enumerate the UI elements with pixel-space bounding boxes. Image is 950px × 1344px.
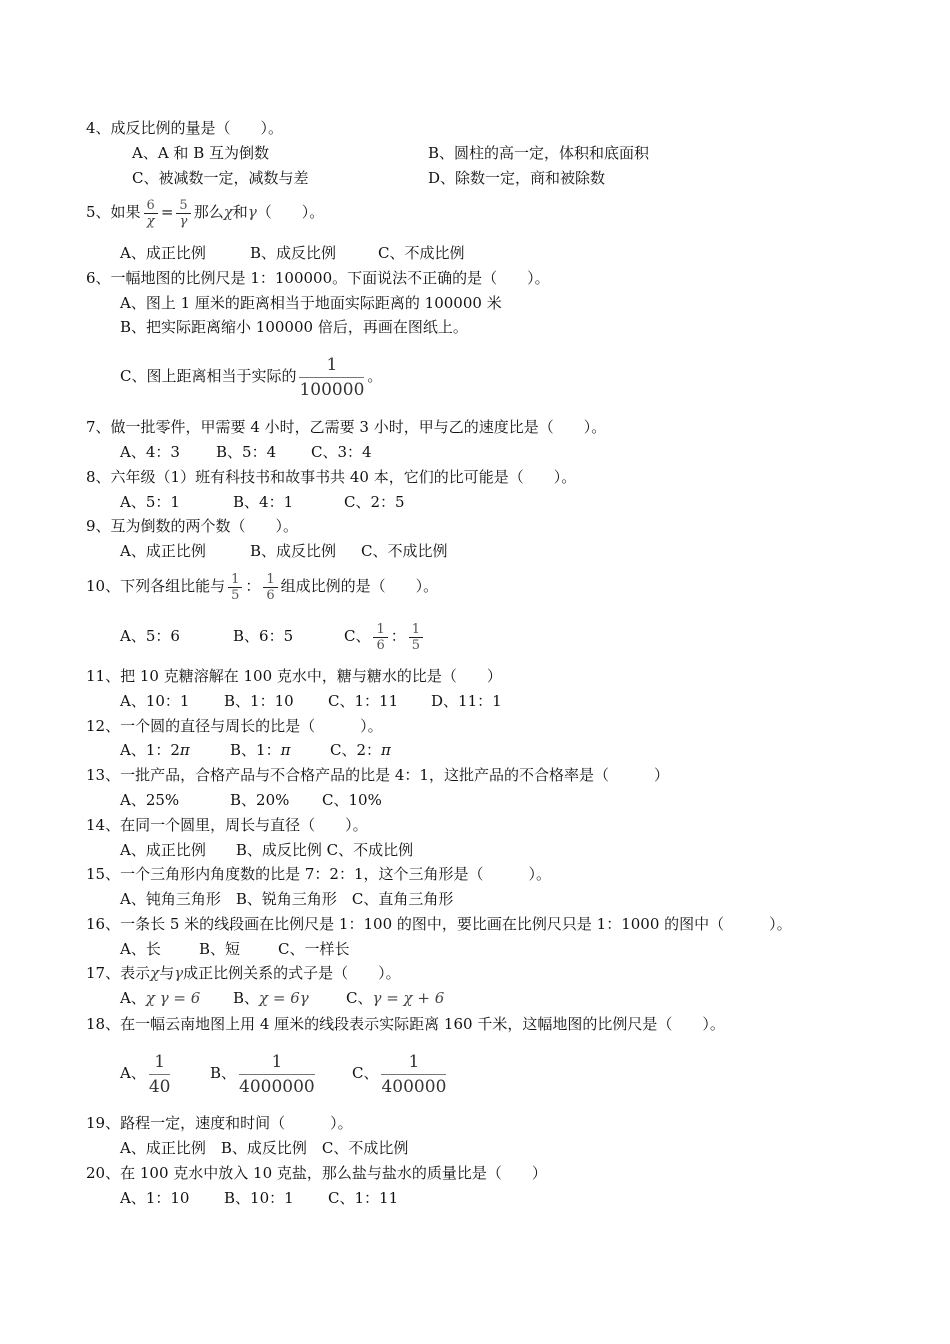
- q18-a-num: 1: [149, 1050, 171, 1075]
- q6-stem: 6、一幅地图的比例尺是 1：100000。下面说法不正确的是（ ）。: [86, 269, 550, 287]
- q11-stem: 11、把 10 克糖溶解在 100 克水中，糖与糖水的比是（ ）: [86, 667, 502, 685]
- q7-option-c: C、3：4: [311, 443, 372, 461]
- q5-option-b: B、成反比例: [250, 244, 337, 262]
- q14-stem: 14、在同一个圆里，周长与直径（ ）。: [86, 816, 368, 834]
- q9-stem: 9、互为倒数的两个数（ ）。: [86, 517, 299, 535]
- q6-c-den: 100000: [299, 379, 365, 400]
- q17-y: γ: [174, 964, 184, 982]
- q5-x: χ: [223, 203, 233, 221]
- q10-option-b: B、6：5: [233, 627, 294, 645]
- q14-options: A、成正比例 B、成反比例 C、不成比例: [120, 841, 414, 859]
- q18-option-b: [210, 1046, 318, 1100]
- q17-option-c: [346, 988, 444, 1008]
- q18-c-label: C、: [352, 1064, 379, 1082]
- q12-b-pre: B、1：: [230, 741, 281, 759]
- q5-fraction-1: [144, 198, 158, 229]
- q10-post: 组成比例的是（ ）。: [280, 577, 439, 595]
- q17-pre: 17、表示: [86, 964, 151, 982]
- q4-option-a: A、A 和 B 互为倒数: [132, 144, 269, 162]
- q19-options: A、成正比例 B、成反比例 C、不成比例: [120, 1139, 409, 1157]
- q10-option-c: [344, 616, 426, 656]
- q16-stem: 16、一条长 5 米的线段画在比例尺是 1：100 的图中，要比画在比例尺只是 1：1000 的图中（ ）。: [86, 915, 792, 933]
- q12-c-pi: π: [381, 741, 391, 759]
- q10-c-f1-num: 1: [373, 622, 387, 638]
- q10-c-f2-num: 1: [409, 622, 423, 638]
- q6-c-num: 1: [299, 353, 364, 378]
- q17-x: χ: [150, 964, 160, 982]
- q16-option-c: C、一样长: [278, 940, 350, 958]
- q17-post: 成正比例关系的式子是（ ）。: [183, 964, 401, 982]
- q17-a-expr: χ γ = 6: [145, 989, 201, 1007]
- q10-pre: 10、下列各组比能与: [86, 577, 226, 595]
- q6-option-a: A、图上 1 厘米的距离相当于地面实际距离的 100000 米: [120, 294, 502, 312]
- q7-option-a: A、4：3: [120, 443, 180, 461]
- q5-f1-num: 6: [144, 198, 158, 214]
- q13-option-b: B、20%: [230, 791, 290, 809]
- q5-eq: =: [160, 203, 174, 221]
- q6-c-fraction: [299, 353, 364, 402]
- q5-mid1: 那么: [193, 203, 224, 221]
- q18-b-num: 1: [239, 1050, 315, 1075]
- q5-stem: [86, 194, 324, 230]
- q5-fraction-2: [176, 198, 190, 229]
- q20-option-c: C、1：11: [328, 1189, 399, 1207]
- q4-stem: 4、成反比例的量是（ ）。: [86, 119, 284, 137]
- q6-option-b: B、把实际距离缩小 100000 倍后，再画在图纸上。: [120, 318, 468, 336]
- q15-options: A、钝角三角形 B、锐角三角形 C、直角三角形: [120, 890, 454, 908]
- q10-c-pre: C、: [344, 627, 371, 645]
- q10-f1-den: 5: [231, 587, 240, 603]
- q13-option-c: C、10%: [322, 791, 382, 809]
- q8-stem: 8、六年级（1）班有科技书和故事书共 40 本，它们的比可能是（ ）。: [86, 468, 577, 486]
- q17-a-label: A、: [120, 989, 146, 1007]
- q11-option-c: C、1：11: [328, 692, 399, 710]
- q10-fraction-1: [228, 572, 242, 603]
- q5-option-c: C、不成比例: [378, 244, 465, 262]
- q17-b-label: B、: [233, 989, 260, 1007]
- q12-option-a: [120, 740, 190, 760]
- q7-stem: 7、做一批零件，甲需要 4 小时，乙需要 3 小时，甲与乙的速度比是（ ）。: [86, 418, 607, 436]
- q10-fraction-2: [263, 572, 277, 603]
- q12-b-pi: π: [280, 741, 291, 759]
- q18-a-den: 40: [148, 1076, 171, 1097]
- q18-b-fraction: [239, 1050, 315, 1099]
- q18-b-label: B、: [210, 1064, 237, 1082]
- q8-option-c: C、2：5: [344, 493, 405, 511]
- q10-c-f2-den: 5: [411, 637, 421, 653]
- q6-c-post: 。: [367, 367, 383, 385]
- q20-option-a: A、1：10: [120, 1189, 190, 1207]
- q18-option-a: [120, 1046, 173, 1100]
- q18-c-fraction: [381, 1050, 446, 1099]
- q20-option-b: B、10：1: [224, 1189, 294, 1207]
- q17-stem: [86, 963, 401, 983]
- q10-f2-num: 1: [263, 572, 277, 588]
- q5-option-a: A、成正比例: [120, 244, 206, 262]
- q17-mid: 与: [159, 964, 175, 982]
- q9-option-c: C、不成比例: [361, 542, 448, 560]
- q8-option-b: B、4：1: [233, 493, 294, 511]
- q17-b-expr: χ = 6γ: [259, 989, 309, 1007]
- q12-c-pre: C、2：: [330, 741, 382, 759]
- q16-option-b: B、短: [199, 940, 241, 958]
- q17-c-expr: γ = χ + 6: [372, 989, 445, 1007]
- q10-colon: ：: [245, 577, 261, 595]
- q12-option-b: [230, 740, 290, 760]
- q18-option-c: [352, 1046, 449, 1100]
- q10-f1-num: 1: [228, 572, 242, 588]
- q17-option-a: [120, 988, 200, 1008]
- q18-a-fraction: [149, 1050, 171, 1099]
- q10-c-colon: ：: [390, 627, 406, 645]
- q5-mid2: 和: [232, 203, 248, 221]
- q11-option-d: D、11：1: [431, 692, 502, 710]
- q10-c-fraction-1: [373, 622, 387, 653]
- q12-stem: 12、一个圆的直径与周长的比是（ ）。: [86, 717, 383, 735]
- q13-option-a: A、25%: [120, 791, 180, 809]
- q17-c-label: C、: [346, 989, 373, 1007]
- q5-post: （ ）。: [256, 203, 325, 221]
- q11-option-a: A、10：1: [120, 692, 190, 710]
- q4-option-c: C、被减数一定，减数与差: [132, 169, 309, 187]
- q17-option-b: [233, 988, 309, 1008]
- q9-option-b: B、成反比例: [250, 542, 337, 560]
- q18-a-label: A、: [120, 1064, 146, 1082]
- q4-option-b: B、圆柱的高一定，体积和底面积: [428, 144, 650, 162]
- q18-c-num: 1: [381, 1050, 446, 1075]
- q10-f2-den: 6: [266, 587, 275, 603]
- q7-option-b: B、5：4: [216, 443, 277, 461]
- q4-option-d: D、除数一定，商和被除数: [428, 169, 606, 187]
- q13-stem: 13、一批产品，合格产品与不合格产品的比是 4：1，这批产品的不合格率是（ ）: [86, 766, 669, 784]
- q5-f2-num: 5: [176, 198, 190, 214]
- q6-option-c: [120, 350, 382, 402]
- q5-y: γ: [247, 203, 257, 221]
- q20-stem: 20、在 100 克水中放入 10 克盐，那么盐与盐水的质量比是（ ）: [86, 1164, 547, 1182]
- q10-c-fraction-2: [409, 622, 423, 653]
- q16-option-a: A、长: [120, 940, 161, 958]
- q10-option-a: A、5：6: [120, 627, 180, 645]
- q10-c-f1-den: 6: [376, 637, 385, 653]
- q15-stem: 15、一个三角形内角度数的比是 7：2：1，这个三角形是（ ）。: [86, 865, 551, 883]
- q12-a-pi: π: [179, 741, 190, 759]
- q10-stem: [86, 566, 438, 606]
- q5-pre: 5、如果: [86, 203, 141, 221]
- q19-stem: 19、路程一定，速度和时间（ ）。: [86, 1114, 353, 1132]
- q5-f1-den: χ: [146, 213, 155, 229]
- q6-c-pre: C、图上距离相当于实际的: [120, 367, 297, 385]
- q18-c-den: 400000: [381, 1076, 447, 1097]
- q18-stem: 18、在一幅云南地图上用 4 厘米的线段表示实际距离 160 千米，这幅地图的比例尺是（ ）。: [86, 1015, 725, 1033]
- q5-f2-den: γ: [179, 213, 188, 229]
- q8-option-a: A、5：1: [120, 493, 180, 511]
- q18-b-den: 4000000: [239, 1076, 315, 1097]
- q12-a-pre: A、1：2: [120, 741, 180, 759]
- q9-option-a: A、成正比例: [120, 542, 206, 560]
- q12-option-c: [330, 740, 391, 760]
- q11-option-b: B、1：10: [224, 692, 294, 710]
